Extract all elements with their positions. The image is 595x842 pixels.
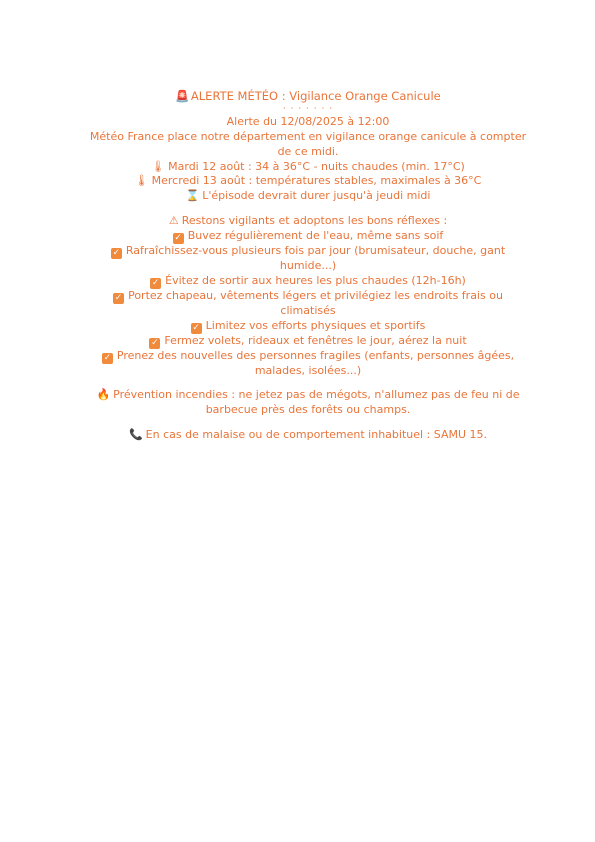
fire-prevention-text: Prévention incendies : ne jetez pas de mégots, n'allumez pas de feu ni de barbecue près des forêts ou champs. — [113, 388, 520, 417]
advice-item — [88, 289, 528, 319]
advice-item-text: Évitez de sortir aux heures les plus chaudes (12h-16h) — [165, 273, 466, 287]
warning-icon: ⚠ — [168, 214, 179, 228]
check-icon: ✓ — [112, 247, 121, 258]
forecast-text: L'épisode devrait durer jusqu'à jeudi midi — [202, 189, 431, 203]
forecast-line-duration — [88, 189, 528, 204]
advice-item-text: Fermez volets, rideaux et fenêtres le jour, aérez la nuit — [164, 333, 467, 347]
check-icon: ✓ — [103, 352, 112, 363]
advice-item-text: Buvez régulièrement de l'eau, même sans soif — [187, 228, 444, 242]
forecast-text: Mercredi 13 août : températures stables, maximales à 36°C — [151, 174, 482, 188]
telephone-icon: 📞 — [128, 428, 143, 442]
hourglass-icon: ⌛ — [185, 189, 200, 203]
forecast-text: Mardi 12 août : 34 à 36°C - nuits chaudes (min. 17°C) — [168, 159, 465, 173]
advice-item — [88, 334, 528, 349]
advice-item — [88, 229, 528, 244]
advice-intro — [88, 214, 528, 229]
fire-prevention — [88, 388, 528, 418]
advice-item — [88, 349, 528, 379]
check-icon: ✓ — [192, 322, 200, 333]
check-icon: ✓ — [174, 232, 182, 243]
advice-item-text: Limitez vos efforts physiques et sportifs — [205, 318, 426, 332]
advice-item — [88, 244, 528, 274]
advice-intro-text: Restons vigilants et adoptons les bons réflexes : — [181, 214, 448, 228]
thermometer-icon: 🌡 — [151, 159, 166, 173]
advice-item — [88, 319, 528, 334]
forecast-line-tuesday — [88, 160, 528, 175]
check-icon: ✓ — [114, 292, 123, 303]
thermometer-icon: 🌡 — [134, 174, 149, 188]
spacer — [88, 204, 528, 214]
fire-icon: 🔥 — [96, 388, 111, 402]
check-icon: ✓ — [151, 337, 159, 348]
advice-item-text: Rafraîchissez-vous plusieurs fois par jour (brumisateur, douche, gant humide...) — [125, 243, 506, 272]
alert-description: Météo France place notre département en vigilance orange canicule à compter de ce midi. — [89, 129, 527, 158]
spacer — [88, 378, 528, 388]
separator: · · · · · · · — [282, 104, 334, 114]
advice-item — [88, 274, 528, 289]
emergency-text: En cas de malaise ou de comportement inhabituel : SAMU 15. — [145, 428, 488, 442]
advice-item-text: Prenez des nouvelles des personnes fragiles (enfants, personnes âgées, malades, isolées...) — [116, 348, 515, 377]
alert-date: Alerte du 12/08/2025 à 12:00 — [226, 115, 390, 128]
spacer — [88, 418, 528, 428]
advice-item-text: Portez chapeau, vêtements légers et privilégiez les endroits frais ou climatisés — [128, 288, 503, 317]
check-icon: ✓ — [151, 277, 160, 288]
emergency-line — [88, 428, 528, 443]
alert-title-text: ALERTE MÉTÉO : Vigilance Orange Canicule — [190, 89, 441, 103]
alert-post — [88, 89, 528, 443]
police-light-icon: 🚨 — [175, 89, 190, 103]
forecast-line-wednesday — [88, 174, 528, 189]
